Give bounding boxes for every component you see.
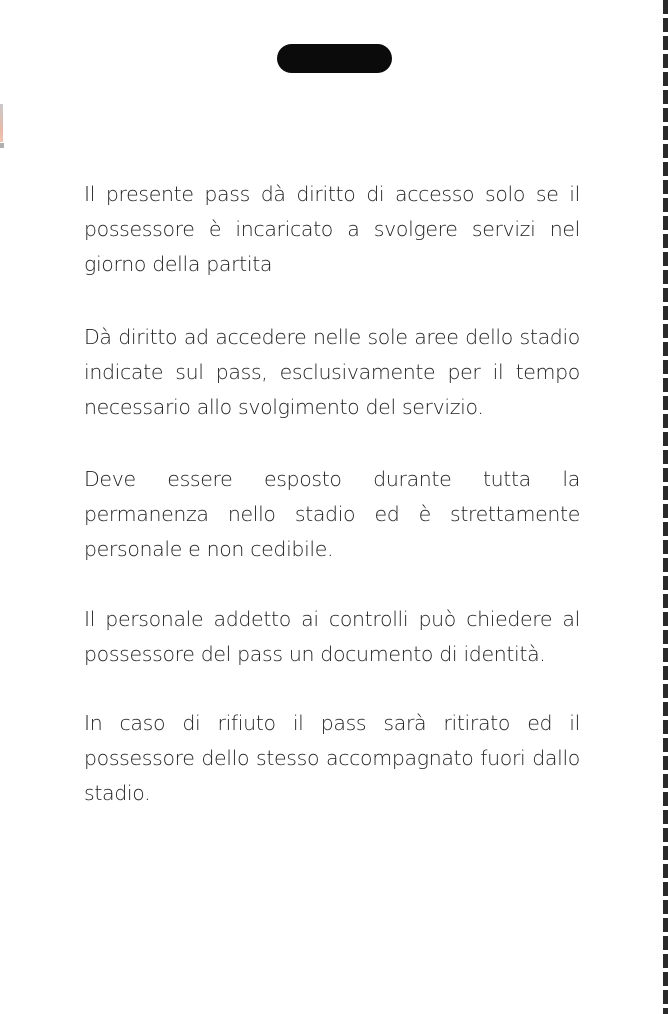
rule-paragraph-display: Deve essere esposto durante tutta la permanenza nello stadio ed è strettamente personale e non cedibile. (84, 467, 580, 561)
card-edge-mark (0, 104, 3, 142)
rule-paragraph-access: Il presente pass dà diritto di accesso solo se il possessore è incaricato a svolgere servizi nel giorno della partita (84, 182, 580, 276)
card-right-edge (663, 0, 668, 1014)
lanyard-slot (277, 44, 392, 73)
rule-paragraph-identity: Il personale addetto ai controlli può chiedere al possessore del pass un documento di identità. (84, 607, 580, 666)
rule-paragraph-areas: Dà diritto ad accedere nelle sole aree dello stadio indicate sul pass, esclusivamente per il tempo necessario allo svolgimento del servizio. (84, 325, 580, 419)
rule-paragraph-refusal: In caso di rifiuto il pass sarà ritirato ed il possessore dello stesso accompagnato fuori dallo stadio. (84, 711, 580, 805)
card-edge-mark-small (0, 143, 4, 148)
